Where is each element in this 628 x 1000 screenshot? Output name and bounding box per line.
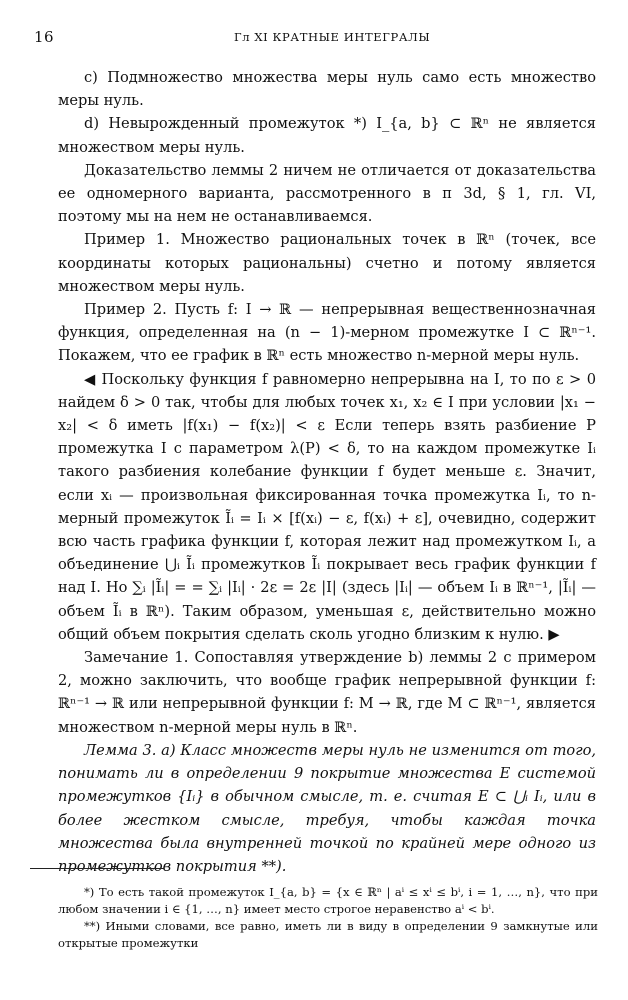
footnote-2: **) Иными словами, все равно, иметь ли в виду в определении 9 замкнутые или открытые промежутки — [58, 919, 598, 950]
page-number: 16 — [34, 28, 55, 46]
footnote-1: *) То есть такой промежуток I_{a, b} = {x ∈ ℝⁿ | aⁱ ≤ xⁱ ≤ bⁱ, i = 1, …, n}, что при любом значении i ∈ {1, …, n} имеет место строгое неравенство aⁱ < bⁱ. — [58, 885, 598, 916]
paragraph-example-1: Пример 1. Множество рациональных точек в ℝⁿ (точек, все координаты которых рациональны) счетно и потому является множеством меры нуль. — [58, 231, 596, 295]
paragraph-example-2: Пример 2. Пусть f: I → ℝ — непрерывная вещественнозначная функция, определенная на (n − 1)-мерном промежутке I ⊂ ℝⁿ⁻¹. Покажем, что ее график в ℝⁿ есть множество n-мерной меры нуль. — [58, 301, 596, 365]
main-text — [58, 66, 596, 878]
paragraph-lemma2-d: d) Невырожденный промежуток *) I_{a, b} ⊂ ℝⁿ не является множеством меры нуль. — [58, 115, 596, 156]
page-header — [34, 28, 598, 48]
footnotes — [58, 884, 598, 952]
footnote-divider — [30, 868, 164, 869]
paragraph-proof-note: Доказательство леммы 2 ничем не отличается от доказательства ее одномерного варианта, рассмотренного в п 3d, § 1, гл. VI, поэтому мы на нем не останавливаемся. — [58, 161, 596, 226]
paragraph-lemma2-c: c) Подмножество множества меры нуль само есть множество меры нуль. — [58, 69, 596, 110]
running-title: Гл XI КРАТНЫЕ ИНТЕГРАЛЫ — [234, 30, 431, 44]
paragraph-proof: ◀ Поскольку функция f равномерно непрерывна на I, то по ε > 0 найдем δ > 0 так, чтобы для любых точек x₁, x₂ ∈ I при условии |x₁ − x₂| < δ иметь |f(x₁) − f(x₂)| < ε Если теперь взять разбиение P промежутка I с параметром λ(P) < δ, то на каждом промежутке Iᵢ такого разбиения колебание функции f будет меньше ε. Значит, если xᵢ — произвольная фиксированная точка промежутка Iᵢ, то n-мерный промежуток Ĩᵢ = Iᵢ × [f(xᵢ) − ε, f(xᵢ) + ε], очевидно, содержит всю часть графика функции f, которая лежит над промежутком Iᵢ, а объединение ⋃ᵢ Ĩᵢ промежутков Ĩᵢ покрывает весь график функции f над I. Но ∑ᵢ |Ĩᵢ| = = ∑ᵢ |Iᵢ| · 2ε = 2ε |I| (здесь |Iᵢ| — объем Iᵢ в ℝⁿ⁻¹, |Ĩᵢ| — объем Ĩᵢ в ℝⁿ). Таким образом, уменьшая ε, действительно можно общий объем покрытия сделать сколь угодно близким к нулю. ▶ — [58, 370, 596, 643]
paragraph-remark-1: Замечание 1. Сопоставляя утверждение b) леммы 2 с примером 2, можно заключить, что вообще график непрерывной функции f: ℝⁿ⁻¹ → ℝ или непрерывной функции f: M → ℝ, где M ⊂ ℝⁿ⁻¹, является множеством n-мерной меры нуль в ℝⁿ. — [58, 649, 596, 736]
paragraph-lemma-3: Лемма 3. а) Класс множеств меры нуль не изменится от того, понимать ли в определении 9 покрытие множества E системой промежутков {Iᵢ} в обычном смысле, т. е. считая E ⊂ ⋃ᵢ Iᵢ, или в более жестком смысле, требуя, чтобы каждая точка множества была внутренней точкой по крайней мере одного из промежутков покрытия **). — [58, 741, 596, 875]
